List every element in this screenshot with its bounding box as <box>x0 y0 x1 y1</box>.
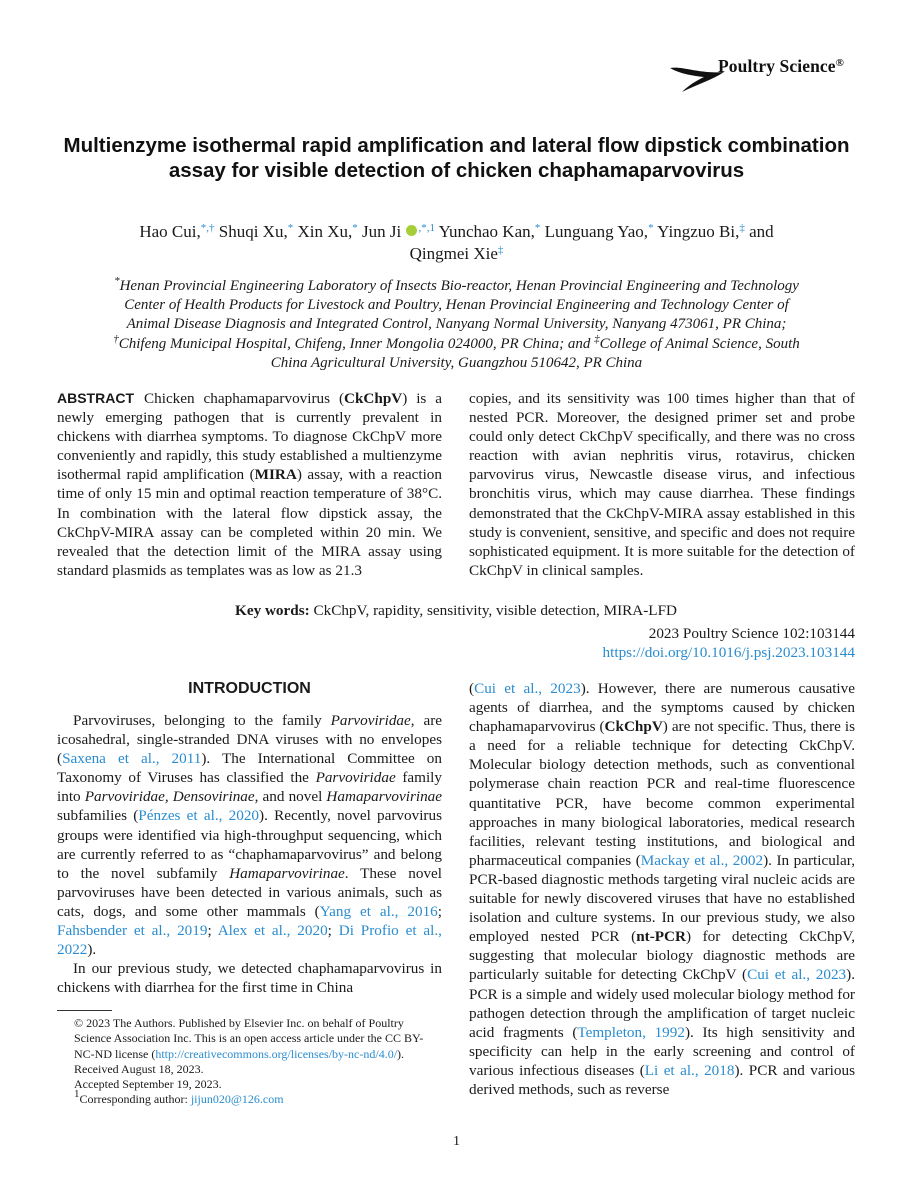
reference-link[interactable]: Mackay et al., 2002 <box>640 851 764 869</box>
introduction-heading: INTRODUCTION <box>188 680 311 697</box>
accepted-date: Accepted September 19, 2023. <box>74 1077 222 1092</box>
reference-link[interactable]: Li et al., 2018 <box>644 1061 735 1079</box>
footnotes <box>74 1016 442 1108</box>
reference-link[interactable]: Di Profio et al., 2022 <box>57 922 442 959</box>
reference-link[interactable]: Fahsbender et al., 2019 <box>57 922 208 940</box>
corresponding-author: 1Corresponding author: jijun020@126.com <box>74 1088 284 1107</box>
email-link[interactable]: jijun020@126.com <box>190 1092 284 1107</box>
abstract-right-column: copies, and its sensitivity was 100 times higher than that of nested PCR. Moreover, the designed primer set and probe could only detect CkChpV specifically, and there was no cross reaction with avian nephritis virus, rotavirus, chicken parvovirus virus, Newcastle disease virus, and infectious bronchitis virus, which may cause diarrhea. These findings demonstrated that the CkChpV-MIRA assay established in this study is convenient, sensitive, and specific and does not require sophisticated equipment. It is more suitable for the detection of CkChpV in clinical samples. <box>469 390 855 579</box>
affiliations: *Henan Provincial Engineering Laboratory of Insects Bio-reactor, Henan Provincial Engineering and Technology Center of Health Products for Livestock and Poultry, Henan Provincial Engineering and Technology Center of Animal Disease Diagnosis and Integrated Control, Nanyang Normal University, Nanyang 473061, PR China; †Chifeng Municipal Hospital, Chifeng, Inner Mongolia 024000, PR China; and ‡College of Animal Science, South China Agricultural University, Guangzhou 510642, PR China <box>113 275 800 371</box>
citation-line: 2023 Poultry Science 102:103144 <box>648 625 855 642</box>
doi-link[interactable]: https://doi.org/10.1016/j.psj.2023.103144 <box>602 644 855 661</box>
abstract-heading: ABSTRACT <box>57 390 134 406</box>
page-number: 1 <box>453 1134 460 1149</box>
author-list: Hao Cui,*,† Shuqi Xu,* Xin Xu,* Jun Ji $^{,*,1}$ Yunchao Kan,* Lunguang Yao,* Yingzuo Bi,‡ and Qingmei Xie‡ <box>139 222 774 263</box>
journal-name: Poultry Science® <box>718 56 844 76</box>
reference-link[interactable]: Pénzes et al., 2020 <box>138 807 260 825</box>
orcid-icon[interactable] <box>406 225 417 236</box>
introduction-right-column: (Cui et al., 2023). However, there are numerous causative agents of diarrhea, and the symptoms caused by chicken chaphamaparvovirus (CkChpV) are not specific. Thus, there is a need for a reliable technique for detecting CkChpV. Molecular biology detection methods, such as conventional polymerase chain reaction PCR and real-time fluorescence quantitative PCR, have become common experimental approaches in many biological laboratories, medical research facilities, relevant testing institutions, and biological and pharmaceutical companies (Mackay et al., 2002). In particular, PCR-based diagnostic methods targeting viral nucleic acids are suitable for newly discovered viruses that have no established isolation and culture systems. In our previous study, we also employed nested PCR (nt-PCR) for detecting CkChpV, suggesting that molecular biology diagnostic methods are particularly suitable for detecting CkChpV (Cui et al., 2023). PCR is a simple and widely used molecular biology method for pathogen detection through the amplification of target nucleic acid fragments (Templeton, 1992). Its high sensitivity and specificity can help in the early screening and control of various infectious diseases (Li et al., 2018). PCR and various derived methods, such as reverse <box>469 680 856 1098</box>
paragraph: Parvoviruses, belonging to the family Parvoviridae, are icosahedral, single-stranded DNA viruses with no envelopes (Saxena et al., 2011). The International Committee on Taxonomy of Viruses has classified the Parvoviridae family into Parvoviridae, Densovirinae, and novel Hamaparvovirinae subfamilies (Pénzes et al., 2020). Recently, novel parvovirus groups were identified via high-throughput sequencing, which are currently referred to as “chaphamaparvovirus” and belong to the novel subfamily Hamaparvovirinae. These novel parvoviruses have been detected in various animals, such as cats, dogs, and some other mammals (Yang et al., 2016; Fahsbender et al., 2019; Alex et al., 2020; Di Profio et al., 2022). <box>57 712 443 959</box>
received-date: Received August 18, 2023. <box>74 1061 204 1076</box>
keywords: Key words: CkChpV, rapidity, sensitivity, visible detection, MIRA-LFD <box>235 602 677 619</box>
reference-link[interactable]: Cui et al., 2023 <box>747 966 847 984</box>
introduction-left-column <box>57 711 442 997</box>
abstract-left-column: ABSTRACT Chicken chaphamaparvovirus (CkChpV) is a newly emerging pathogen that is currently prevalent in chickens with diarrhea symptoms. To diagnose CkChpV more conveniently and rapidly, this study established a multienzyme isothermal rapid amplification (MIRA) assay, with a reaction time of only 15 min and optimal reaction temperature of 38°C. In combination with the lateral flow dipstick assay, the CkChpV-MIRA assay can be completed within 20 min. We revealed that the detection limit of the MIRA assay using standard plasmids as templates was as low as 21.3 <box>57 390 442 579</box>
journal-logo <box>668 52 860 96</box>
license-link[interactable]: http://creativecommons.org/licenses/by-nc-nd/4.0/ <box>155 1046 398 1061</box>
license-note: © 2023 The Authors. Published by Elsevier Inc. on behalf of Poultry Science Association Inc. This is an open access article under the CC BY-NC-ND license (http://creativecommons.org/licenses/by-nc-nd/4.0/). <box>74 1016 424 1061</box>
paragraph: In our previous study, we detected chaphamaparvovirus in chickens with diarrhea for the first time in China <box>57 960 442 997</box>
reference-link[interactable]: Templeton, 1992 <box>577 1023 685 1041</box>
reference-link[interactable]: Cui et al., 2023 <box>474 680 581 697</box>
footnote-divider <box>57 1010 112 1011</box>
reference-link[interactable]: Yang et al., 2016 <box>319 902 438 920</box>
reference-link[interactable]: Saxena et al., 2011 <box>62 750 202 768</box>
reference-link[interactable]: Alex et al., 2020 <box>217 922 328 940</box>
article-title: Multienzyme isothermal rapid amplification and lateral flow dipstick combination assay for visible detection of chicken chaphamaparvovirus <box>63 134 850 182</box>
citation-block <box>603 624 855 662</box>
